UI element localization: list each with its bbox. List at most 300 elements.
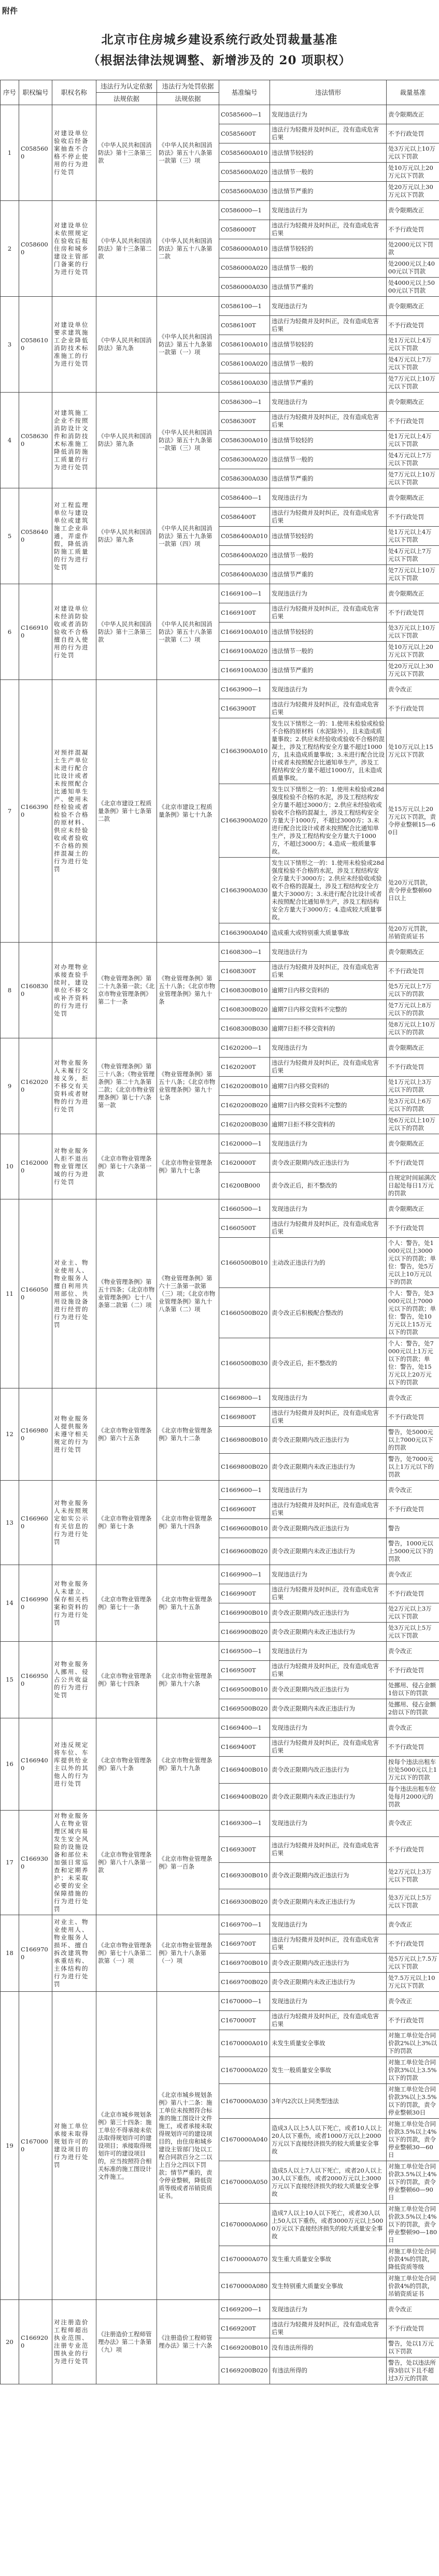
violation-situation: 违法情节严重的 xyxy=(270,661,387,680)
punish-basis: 《北京市物业管理条例》第九十四条 xyxy=(157,1481,219,1565)
violation-situation: 违法行为轻微并及时纠正，没有造成危害后果 xyxy=(270,962,387,981)
standard-code: C1670000—1 xyxy=(219,1992,270,2011)
header-no: 序号 xyxy=(1,80,19,105)
penalty-standard: 处2万元以上3万元以下罚款 xyxy=(387,1863,439,1889)
penalty-standard: 不予行政处罚 xyxy=(387,220,439,239)
violation-situation: 违法情节严重的 xyxy=(270,278,387,297)
standard-code: C1670000A070 xyxy=(219,2246,270,2273)
standard-code: C1669900T xyxy=(219,1584,270,1603)
table-row xyxy=(1,584,439,603)
penalty-standard: 不予行政处罚 xyxy=(387,603,439,623)
violation-situation: 未发生质量安全事故 xyxy=(270,2030,387,2057)
violation-situation: 违法行为轻微并及时纠正，没有造成危害后果 xyxy=(270,1836,387,1863)
penalty-standard: 处5万元以上7.5万元以下罚款 xyxy=(387,1953,439,1973)
violation-situation: 违法情节一般的 xyxy=(270,546,387,565)
table-body xyxy=(1,105,439,2384)
violation-situation: 违法行为轻微并及时纠正，没有造成危害后果 xyxy=(270,124,387,143)
standard-code: C0586000T xyxy=(219,220,270,239)
violation-situation: 没有违法所得的 xyxy=(270,2338,387,2357)
authority-code: C1670000 xyxy=(19,1992,52,2300)
penalty-standard: 不予行政处罚 xyxy=(387,2319,439,2338)
violation-situation: 逾期7日内移交资料的 xyxy=(270,1077,387,1096)
violation-situation: 责令改正限期内未改正违法行为 xyxy=(270,1538,387,1565)
violation-situation: 发现违法行为 xyxy=(270,1134,387,1153)
standard-code: C1669500B010 xyxy=(219,1680,270,1699)
standard-code: C0586300A020 xyxy=(219,450,270,469)
violation-situation: 发现违法行为 xyxy=(270,1388,387,1408)
attachment-label: 附件 xyxy=(2,6,18,16)
punish-basis: 《北京市城乡规划条例》第八十二条：施工单位未按照符合标准的施工图设计文件施工，或者承接未取得规划许可的建设项目的，由住房和城乡建设主管部门处以工程合同款百分之二以上百分之四以下罚款；情节严重的，责令停业整顿，降低资质等级或者吊销资质证书。 xyxy=(157,1992,219,2300)
punish-basis: 《北京市物业管理条例》第九十八条第（一）项 xyxy=(157,1915,219,1992)
authority-code: C0586300 xyxy=(19,393,52,488)
standard-code: C0586000A030 xyxy=(219,278,270,297)
penalty-standard: 处7万元以上10万元以下罚款 xyxy=(387,469,439,488)
penalty-standard: 个人：警告，处3000元以上7000元以下的罚款；单位：警告，处10万元以上15万元以下的罚款 xyxy=(387,1288,439,1338)
violation-situation: 责令改正限期内改正违法行为 xyxy=(270,1427,387,1454)
define-basis: 《中华人民共和国消防法》第十三条第三款 xyxy=(96,105,157,201)
penalty-standard: 责令改正 xyxy=(387,1992,439,2011)
penalty-standard: 对施工单位处合同价款4%的罚款，降低资质等级 xyxy=(387,2246,439,2273)
standard-code: C1669100A020 xyxy=(219,642,270,661)
penalty-standard: 处3万元以上10万元以下罚款 xyxy=(387,143,439,163)
standard-code: C0586300—1 xyxy=(219,393,270,412)
violation-situation: 违法行为轻微并及时纠正，没有造成危害后果 xyxy=(270,1058,387,1077)
violation-situation: 发现违法行为 xyxy=(270,1565,387,1584)
violation-situation: 违法情节一般的 xyxy=(270,642,387,661)
penalty-standard-table xyxy=(0,80,439,2384)
define-basis: 《北京市物业管理条例》第六十五条 xyxy=(96,1388,157,1481)
define-basis: 《北京市物业管理条例》第七十条 xyxy=(96,1481,157,1565)
violation-situation: 发现违法行为 xyxy=(270,1199,387,1219)
row-number: 1 xyxy=(1,105,19,201)
authority-name: 对建设单位要求建筑施工企业降低消防技术标准施工的行为进行处罚 xyxy=(52,297,96,393)
violation-situation: 责令改正限期内改正违法行为 xyxy=(270,1680,387,1699)
define-basis: 《中华人民共和国消防法》第九条 xyxy=(96,488,157,584)
penalty-standard: 处15万元以上20万元以下罚款，责令停业整顿15—60日 xyxy=(387,784,439,858)
violation-situation: 发现违法行为 xyxy=(270,488,387,508)
violation-situation: 发现违法行为 xyxy=(270,1038,387,1058)
violation-situation: 发现违法行为 xyxy=(270,680,387,699)
authority-code: C1669200 xyxy=(19,2300,52,2384)
punish-basis: 《中华人民共和国消防法》第五十九条第一款第（一）项 xyxy=(157,297,219,393)
standard-code: C1669600B010 xyxy=(219,1519,270,1538)
authority-code: C1669900 xyxy=(19,1565,52,1642)
penalty-standard: 责令改正 xyxy=(387,1811,439,1837)
table-row xyxy=(1,680,439,699)
row-number: 9 xyxy=(1,1038,19,1134)
standard-code: C1620000T xyxy=(219,1153,270,1173)
standard-code: C0586400—1 xyxy=(219,488,270,508)
violation-situation: 违法情节较轻的 xyxy=(270,527,387,546)
penalty-standard: 对施工单位处合同价款3.5%以上4%以下的罚款，责令停业整顿90—180日 xyxy=(387,2204,439,2246)
penalty-standard: 不予行政处罚 xyxy=(387,699,439,718)
standard-code: C1669500—1 xyxy=(219,1642,270,1661)
penalty-standard: 处4万元以上7万元以下罚款 xyxy=(387,354,439,373)
penalty-standard: 不予行政处罚 xyxy=(387,1584,439,1603)
violation-situation: 违法行为轻微并及时纠正，没有造成危害后果 xyxy=(270,699,387,718)
punish-basis: 《物业管理条例》第六十三条第一款第（三）项；《北京市物业管理条例》第九十八条第（二）项 xyxy=(157,1199,219,1388)
standard-code: C0586400A010 xyxy=(219,527,270,546)
penalty-standard: 处5万元以上7万元以下的罚款 xyxy=(387,981,439,1000)
row-number: 3 xyxy=(1,297,19,393)
table-row xyxy=(1,297,439,316)
violation-situation: 违法情节较轻的 xyxy=(270,143,387,163)
violation-situation: 违法行为轻微并及时纠正，没有造成危害后果 xyxy=(270,316,387,335)
standard-code: C1669400—1 xyxy=(219,1718,270,1738)
standard-code: C1669800—1 xyxy=(219,1388,270,1408)
penalty-standard: 不予行政处罚 xyxy=(387,1500,439,1519)
penalty-standard: 处挪用、侵占金额1倍以下的罚款 xyxy=(387,1680,439,1699)
authority-code: C1608300 xyxy=(19,943,52,1038)
standard-code: C0586400A020 xyxy=(219,546,270,565)
standard-code: C1608300T xyxy=(219,962,270,981)
punish-basis: 《物业管理条例》第五十八条；《北京市物业管理条例》第九十七条 xyxy=(157,1038,219,1134)
standard-code: C1620200—1 xyxy=(219,1038,270,1058)
standard-code: C1608300—1 xyxy=(219,943,270,962)
table-row xyxy=(1,201,439,220)
penalty-standard: 处2万元以上3万元以下罚款 xyxy=(387,1603,439,1623)
penalty-standard: 对施工单位处合同价款3.5%以上4%以下的罚款，责令停业整顿60—90日 xyxy=(387,2161,439,2204)
row-number: 15 xyxy=(1,1642,19,1718)
standard-code: C0585600A010 xyxy=(219,143,270,163)
standard-code: C0586000A010 xyxy=(219,239,270,258)
header-name: 职权名称 xyxy=(52,80,96,105)
penalty-standard: 处1万元以上4万元以下罚款 xyxy=(387,431,439,450)
violation-situation: 发现违法行为 xyxy=(270,105,387,124)
authority-name: 对办理物业承接查验手续时，建设单位不移交或补齐资料的行为进行处罚 xyxy=(52,943,96,1038)
define-basis: 《中华人民共和国消防法》第十三条第二款 xyxy=(96,201,157,297)
row-number: 18 xyxy=(1,1915,19,1992)
punish-basis: 《中华人民共和国消防法》第五十八条第一款第（二）项 xyxy=(157,584,219,680)
define-basis: 《物业管理条例》第五十四条；《北京市物业管理条例》七十八条第二款第（二）项 xyxy=(96,1199,157,1388)
document-title: 北京市住房城乡建设系统行政处罚裁量基准 xyxy=(101,33,338,47)
row-number: 7 xyxy=(1,680,19,943)
header-define-basis: 法规依据 xyxy=(96,93,157,105)
authority-name: 对业主、物业使用人、物业服务人损坏、擅自拆改建筑物承重结构、主体结构的行为进行处罚 xyxy=(52,1915,96,1992)
authority-name: 对物业服务人在物业管理区域内易发生安全风险的设施设备和部位未加强日常巡查和定期养护；未采取必要的安全保障措施的行为进行处罚 xyxy=(52,1811,96,1915)
standard-code: C0586400A030 xyxy=(219,565,270,584)
penalty-standard: 责令限期改正 xyxy=(387,297,439,316)
penalty-standard: 责令改正 xyxy=(387,1642,439,1661)
violation-situation: 违法情节较轻的 xyxy=(270,623,387,642)
standard-code: C1620200B020 xyxy=(219,1096,270,1115)
standard-code: C1669300B020 xyxy=(219,1889,270,1915)
row-number: 17 xyxy=(1,1811,19,1915)
violation-situation: 违法行为轻微并及时纠正，没有造成危害后果 xyxy=(270,1934,387,1953)
penalty-standard: 处7万元以上10万元以下罚款 xyxy=(387,565,439,584)
standard-code: C0586100A030 xyxy=(219,373,270,393)
row-number: 2 xyxy=(1,201,19,297)
standard-code: C1669100A010 xyxy=(219,623,270,642)
penalty-standard: 不予行政处罚 xyxy=(387,1934,439,1953)
penalty-standard: 责令限期改正 xyxy=(387,488,439,508)
authority-code: C1669300 xyxy=(19,1811,52,1915)
violation-situation: 责令改正限期内改正违法行为 xyxy=(270,1757,387,1784)
table-row xyxy=(1,488,439,508)
define-basis: 《物业管理条例》第三十八条；《物业管理条例》第二十九条第二款；《北京市物业管理条例》第七十六条第一款 xyxy=(96,1038,157,1134)
violation-situation: 违法情节一般的 xyxy=(270,450,387,469)
violation-situation: 发现违法行为 xyxy=(270,201,387,220)
standard-code: C1663900A030 xyxy=(219,858,270,923)
penalty-standard: 责令限期改正 xyxy=(387,584,439,603)
penalty-standard: 每个违法出租车位处每月2000元的罚款 xyxy=(387,1784,439,1811)
penalty-standard: 个人：警告，处1000元以上3000元以下的罚款；单位：警告，处5万元以上10万元以下的罚款 xyxy=(387,1238,439,1288)
violation-situation: 违法行为轻微并及时纠正，没有造成危害后果 xyxy=(270,1500,387,1519)
standard-code: C1608300B010 xyxy=(219,981,270,1000)
violation-situation: 逾期7日拒不移交资料的 xyxy=(270,1115,387,1134)
violation-situation: 逾期7日内移交资料不完整的 xyxy=(270,1000,387,1019)
penalty-standard: 责令改正 xyxy=(387,680,439,699)
table-row xyxy=(1,943,439,962)
standard-code: C0586100T xyxy=(219,316,270,335)
authority-code: C0586000 xyxy=(19,201,52,297)
violation-situation: 违法行为轻微并及时纠正，没有造成危害后果 xyxy=(270,220,387,239)
violation-situation: 责令改正限期内改正违法行为 xyxy=(270,1153,387,1173)
penalty-standard: 按每个违法出租车位处5000元以上1万元以下的罚款 xyxy=(387,1757,439,1784)
violation-situation: 发生以下情形之一的：1.使用未检验或28d强度检验不合格的水泥，涉及工程结构安全方量不超过3000方；2.供应未经验收或验收不合格的混凝土，涉及工程结构安全方量大于1000方，不超过3000方；3.未进行配合比设计或者未按照配合比通知单生产，涉及工程结构安全方量大于1000方，不超过3000方；4.造成一般质量事故。 xyxy=(270,784,387,858)
header-situation: 违法情形 xyxy=(270,80,387,105)
penalty-standard: 不予行政处罚 xyxy=(387,1153,439,1173)
standard-code: C1620000—1 xyxy=(219,1134,270,1153)
standard-code: C1660500B010 xyxy=(219,1238,270,1288)
violation-situation: 责令改正限期内未改正违法行为 xyxy=(270,1973,387,1992)
standard-code: C1669200B010 xyxy=(219,2338,270,2357)
table-row xyxy=(1,1915,439,1934)
violation-situation: 责令改正限期内改正违法行为 xyxy=(270,1519,387,1538)
penalty-standard: 警告 xyxy=(387,1519,439,1538)
standard-code: C0586300A010 xyxy=(219,431,270,450)
violation-situation: 发生以下情形之一的：1.使用未检验或28d强度检验不合格的水泥，涉及工程结构安全方量大于3000方；2.供应未经验收或验收不合格的混凝土，涉及工程结构安全方量大于3000方；3.未进行配合比设计或者未按照配合比通知单生产，涉及工程结构安全方量大于3000方；4.造成较大质量事故。 xyxy=(270,858,387,923)
penalty-standard: 不予行政处罚 xyxy=(387,1661,439,1680)
violation-situation: 有违法所得的 xyxy=(270,2357,387,2384)
authority-code: C1669700 xyxy=(19,1915,52,1992)
table-row xyxy=(1,393,439,412)
standard-code: C1669400T xyxy=(219,1738,270,1757)
penalty-standard: 不予行政处罚 xyxy=(387,316,439,335)
violation-situation: 责令改正限期内改正违法行为 xyxy=(270,1863,387,1889)
penalty-standard: 责令限期改正 xyxy=(387,201,439,220)
row-number: 20 xyxy=(1,2300,19,2384)
standard-code: C1660500B030 xyxy=(219,1338,270,1388)
authority-name: 对物业服务人提供服务未遵守相关规定的行为进行处罚 xyxy=(52,1388,96,1481)
violation-situation: 违法情节较轻的 xyxy=(270,239,387,258)
authority-code: C1620200 xyxy=(19,1038,52,1134)
violation-situation: 责令改正限期内未改正违法行为 xyxy=(270,1454,387,1481)
penalty-standard: 责令改正 xyxy=(387,1915,439,1934)
penalty-standard: 责令改正 xyxy=(387,1481,439,1500)
authority-name: 对工程监理单位与建设单位或建筑施工企业串通，弄虚作假，降低消防施工质量的行为进行处罚 xyxy=(52,488,96,584)
authority-name: 对建设单位验收后经备案抽查不合格不停止使用的行为进行处罚 xyxy=(52,105,96,201)
standard-code: C1669300B010 xyxy=(219,1863,270,1889)
penalty-standard: 处2000元以上4000元以下罚款 xyxy=(387,258,439,278)
penalty-standard: 处1万元以上4万元以下罚款 xyxy=(387,335,439,354)
punish-basis: 《北京市物业管理条例》第九十六条 xyxy=(157,1642,219,1718)
violation-situation: 发现违法行为 xyxy=(270,1915,387,1934)
penalty-standard: 处7万元以上8万元以下的罚款 xyxy=(387,1000,439,1019)
authority-code: C1669100 xyxy=(19,584,52,680)
row-number: 5 xyxy=(1,488,19,584)
standard-code: C1669100T xyxy=(219,603,270,623)
authority-code: C0585600 xyxy=(19,105,52,201)
penalty-standard: 对施工单位处合同价款2%以上3%以下的罚款 xyxy=(387,2030,439,2057)
penalty-standard: 责令限期改正 xyxy=(387,1134,439,1153)
standard-code: C1670000A060 xyxy=(219,2204,270,2246)
violation-situation: 违法情节一般的 xyxy=(270,258,387,278)
violation-situation: 发生特别重大质量安全事故 xyxy=(270,2273,387,2300)
penalty-standard: 处4000元以上5000元以下罚款 xyxy=(387,278,439,297)
violation-situation: 违法行为轻微并及时纠正，没有造成危害后果 xyxy=(270,603,387,623)
table-row xyxy=(1,1038,439,1058)
header-std-code: 基准编号 xyxy=(219,80,270,105)
standard-code: C1620200T xyxy=(219,1058,270,1077)
penalty-standard: 处1万元以上3万元以下的罚款 xyxy=(387,1077,439,1096)
authority-name: 对物业服务人未按照规定如实公示有关信息的行为进行处罚 xyxy=(52,1481,96,1565)
standard-code: C0586100A010 xyxy=(219,335,270,354)
violation-situation: 违法行为轻微并及时纠正，没有造成危害后果 xyxy=(270,1408,387,1427)
violation-situation: 责令改正限期内未改正违法行为 xyxy=(270,1784,387,1811)
standard-code: C1670000T xyxy=(219,2011,270,2030)
row-number: 4 xyxy=(1,393,19,488)
penalty-standard: 不予行政处罚 xyxy=(387,2011,439,2030)
authority-code: C1669500 xyxy=(19,1642,52,1718)
header-punish: 违法行为处罚依据 xyxy=(157,80,219,93)
violation-situation: 发现违法行为 xyxy=(270,584,387,603)
violation-situation: 责令改正后，拒不整改的 xyxy=(270,1173,387,1199)
standard-code: C0586300A030 xyxy=(219,469,270,488)
penalty-standard: 处2000元以下罚款 xyxy=(387,239,439,258)
penalty-standard: 处3万元以上5万元以下罚款 xyxy=(387,1623,439,1642)
standard-code: C0585600A020 xyxy=(219,163,270,182)
authority-code: C0586400 xyxy=(19,488,52,584)
standard-code: C1663900T xyxy=(219,699,270,718)
authority-name: 对业主、物业使用人、物业服务人擅自利用共用部位、共用设施设备进行经营的行为进行处罚 xyxy=(52,1199,96,1388)
row-number: 19 xyxy=(1,1992,19,2300)
penalty-standard: 对施工单位处合同价款3%以上3.5%以下的罚款，责令停业整顿30日 xyxy=(387,2084,439,2119)
standard-code: C0586100A020 xyxy=(219,354,270,373)
standard-code: C1669600T xyxy=(219,1500,270,1519)
table-row xyxy=(1,1388,439,1408)
standard-code: C1669400B020 xyxy=(219,1784,270,1811)
standard-code: C1663900A020 xyxy=(219,784,270,858)
standard-code: C0586400T xyxy=(219,508,270,527)
authority-code: C1620000 xyxy=(19,1134,52,1199)
penalty-standard: 处20万元以上30万元以下罚款 xyxy=(387,182,439,201)
violation-situation: 发现违法行为 xyxy=(270,393,387,412)
standard-code: C1669400B010 xyxy=(219,1757,270,1784)
punish-basis: 《物业管理条例》第五十八条；《北京市物业管理条例》第九十条 xyxy=(157,943,219,1038)
define-basis: 《中华人民共和国消防法》第九条 xyxy=(96,297,157,393)
standard-code: C1663900A010 xyxy=(219,718,270,784)
violation-situation: 发现违法行为 xyxy=(270,1642,387,1661)
violation-situation: 发生以下情形之一的：1.使用未检验或检验不合格的原材料（水泥除外），且未造成质量事故；2.供应未经验收或验收不合格的混凝土，涉及工程结构安全方量不超过1000方，且未造成质量事故；3.未进行配合比设计或者未按照配合比通知单生产，涉及工程结构安全方量不超过1000方，且未造成质量事故。 xyxy=(270,718,387,784)
standard-code: C16200B000 xyxy=(219,1173,270,1199)
authority-name: 对违反规定将车位、车库提供给业主以外的其他人的行为进行处罚 xyxy=(52,1718,96,1811)
row-number: 16 xyxy=(1,1718,19,1811)
punish-basis: 《北京市物业管理条例》第一百条 xyxy=(157,1811,219,1915)
standard-code: C1669200T xyxy=(219,2319,270,2338)
define-basis: 《北京市物业管理条例》第七十四条 xyxy=(96,1642,157,1718)
standard-code: C1670000A030 xyxy=(219,2084,270,2119)
standard-code: C1670000A040 xyxy=(219,2119,270,2161)
define-basis: 《物业管理条例》第二十九条第一款；《北京市物业管理条例》第二十一条 xyxy=(96,943,157,1038)
penalty-standard: 责令改正 xyxy=(387,1565,439,1584)
punish-basis: 《北京市物业管理条例》第九十七条 xyxy=(157,1134,219,1199)
punish-basis: 《中华人民共和国消防法》第五十八条第二款 xyxy=(157,201,219,297)
penalty-standard: 责令限期改正 xyxy=(387,943,439,962)
standard-code: C1660500B020 xyxy=(219,1288,270,1338)
row-number: 12 xyxy=(1,1388,19,1481)
table-row xyxy=(1,1811,439,1837)
standard-code: C1669200B020 xyxy=(219,2357,270,2384)
punish-basis: 《北京市建设工程质量条例》第七十九条 xyxy=(157,680,219,943)
penalty-standard: 处3万元以上6万元以下的罚款 xyxy=(387,1096,439,1115)
penalty-standard: 责令限期改正 xyxy=(387,1199,439,1219)
standard-code: C1670000A050 xyxy=(219,2161,270,2204)
standard-code: C1670000A010 xyxy=(219,2030,270,2057)
violation-situation: 责令改正后，拒不整改的 xyxy=(270,1338,387,1388)
row-number: 8 xyxy=(1,943,19,1038)
standard-code: C1660500—1 xyxy=(219,1199,270,1219)
violation-situation: 发生一般质量安全事故 xyxy=(270,2057,387,2084)
penalty-standard: 警告，处以1万元以下罚款 xyxy=(387,2338,439,2357)
authority-code: C1663900 xyxy=(19,680,52,943)
standard-code: C1669900B010 xyxy=(219,1603,270,1623)
authority-code: C1669800 xyxy=(19,1388,52,1481)
violation-situation: 3年内2次以上同类型违法 xyxy=(270,2084,387,2119)
violation-situation: 逾期7日内移交资料的 xyxy=(270,981,387,1000)
penalty-standard: 处10万元以上20万元以下罚款 xyxy=(387,642,439,661)
define-basis: 《北京市物业管理条例》第八十条 xyxy=(96,1718,157,1811)
penalty-standard: 处3万元以上10万元以下罚款 xyxy=(387,623,439,642)
define-basis: 《中华人民共和国消防法》第九条 xyxy=(96,393,157,488)
table-row xyxy=(1,1565,439,1584)
punish-basis: 《北京市物业管理条例》第九十五条 xyxy=(157,1565,219,1642)
standard-code: C1608300B030 xyxy=(219,1019,270,1038)
standard-code: C1669800T xyxy=(219,1408,270,1427)
row-number: 11 xyxy=(1,1199,19,1388)
header-define: 违法行为认定依据 xyxy=(96,80,157,93)
penalty-standard: 处6万元以上10万元以下的罚款 xyxy=(387,1115,439,1134)
standard-code: C1669800B020 xyxy=(219,1454,270,1481)
violation-situation: 违法情节一般的 xyxy=(270,354,387,373)
violation-situation: 逾期7日内移交资料不完整的 xyxy=(270,1096,387,1115)
violation-situation: 违法行为轻微并及时纠正，没有造成危害后果 xyxy=(270,1661,387,1680)
violation-situation: 违法情节严重的 xyxy=(270,565,387,584)
row-number: 10 xyxy=(1,1134,19,1199)
standard-code: C1669500B020 xyxy=(219,1699,270,1718)
authority-name: 对物业服务人未履行交接义务，拒不移交有关资料或者财物的行为进行处罚 xyxy=(52,1038,96,1134)
violation-situation: 违法情节严重的 xyxy=(270,182,387,201)
standard-code: C0585600T xyxy=(219,124,270,143)
header-standard: 裁量基准 xyxy=(387,80,439,105)
define-basis: 《注册造价工程师管理办法》第二十条第（九）项 xyxy=(96,2300,157,2384)
standard-code: C1608300B020 xyxy=(219,1000,270,1019)
standard-code: C1670000A080 xyxy=(219,2273,270,2300)
penalty-standard: 对施工单位处合同价款3%以上3.5%以下的罚款 xyxy=(387,2057,439,2084)
standard-code: C1669700—1 xyxy=(219,1915,270,1934)
penalty-standard: 责令限期改正 xyxy=(387,1038,439,1058)
violation-situation: 逾期7日拒不移交资料的 xyxy=(270,1019,387,1038)
penalty-standard: 不予行政处罚 xyxy=(387,508,439,527)
standard-code: C1669700B010 xyxy=(219,1953,270,1973)
violation-situation: 发现违法行为 xyxy=(270,2300,387,2319)
standard-code: C1669600B020 xyxy=(219,1538,270,1565)
table-row xyxy=(1,1992,439,2011)
row-number: 6 xyxy=(1,584,19,680)
penalty-standard: 处20万元以上30万元以下罚款 xyxy=(387,661,439,680)
penalty-standard: 不予行政处罚 xyxy=(387,1219,439,1238)
penalty-standard: 警告，处7000元以上1万元以下的罚款 xyxy=(387,1454,439,1481)
